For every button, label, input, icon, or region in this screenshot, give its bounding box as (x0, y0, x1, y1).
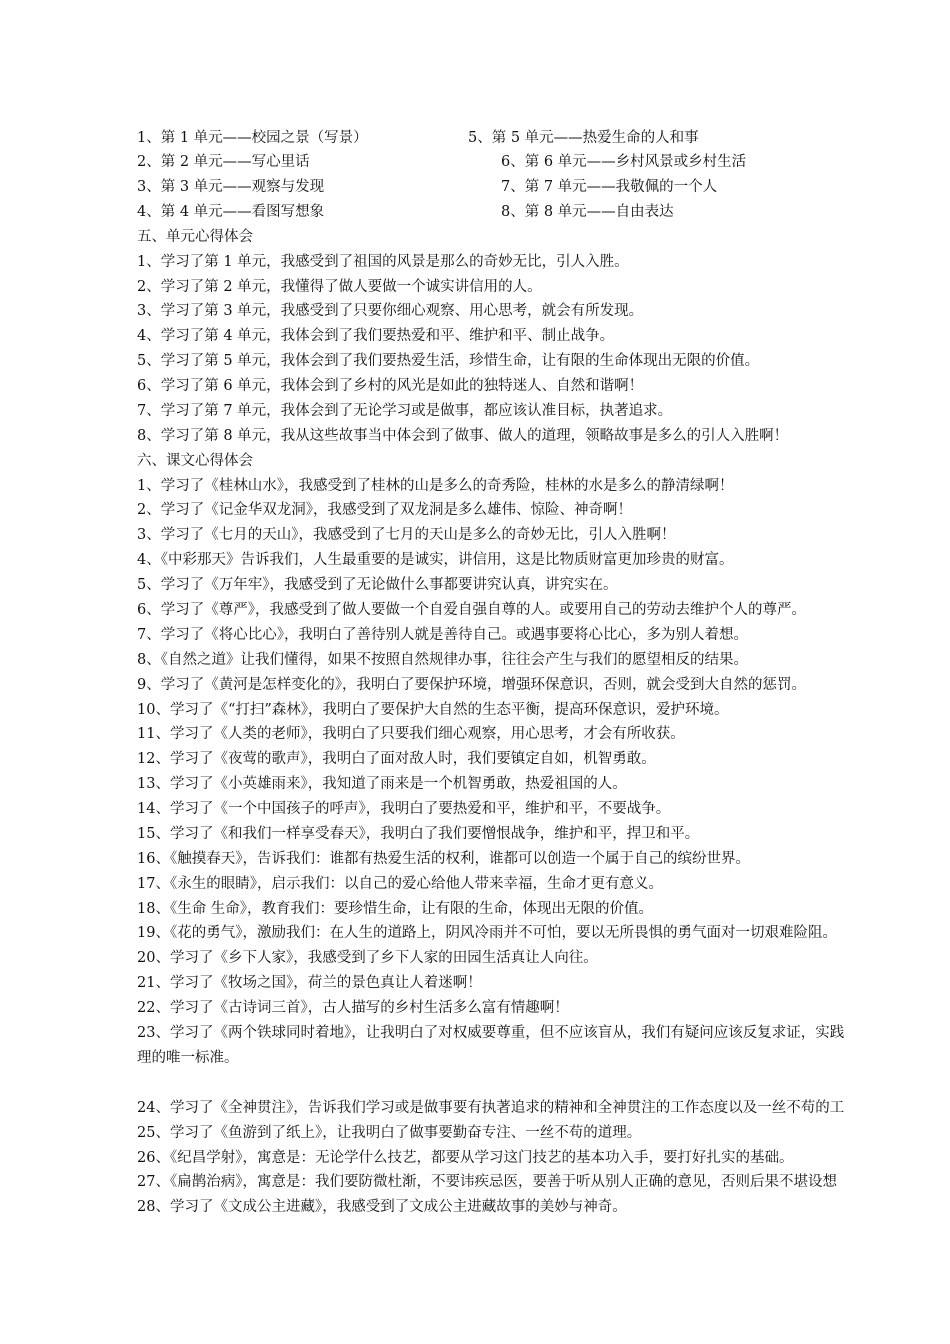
unit-item-8: 8、第 8 单元——自由表达 (501, 204, 674, 220)
lesson-reflection-17: 17、《永生的眼睛》，启示我们：以自己的爱心给他人带来幸福，生命才更有意义。 (137, 876, 663, 892)
lesson-reflection-13: 13、学习了《小英雄雨来》，我知道了雨来是一个机智勇敢，热爱祖国的人。 (137, 776, 627, 792)
unit-reflection-6: 6、学习了第 6 单元，我体会到了乡村的风光是如此的独特迷人、自然和谐啊！ (137, 378, 644, 394)
unit-reflection-4: 4、学习了第 4 单元，我体会到了我们要热爱和平、维护和平、制止战争。 (137, 328, 615, 344)
unit-reflection-1: 1、学习了第 1 单元，我感受到了祖国的风景是那么的奇妙无比，引人入胜。 (137, 254, 629, 270)
lesson-reflection-14: 14、学习了《一个中国孩子的呼声》，我明白了要热爱和平，维护和平，不要战争。 (137, 801, 671, 817)
lesson-reflection-23-cont: 理的唯一标准。 (137, 1050, 239, 1066)
lesson-reflection-10: 10、学习了《“打扫”森林》，我明白了要保护大自然的生态平衡，提高环保意识，爱护环境。 (137, 702, 729, 718)
section-5-heading: 五、单元心得体会 (137, 229, 253, 245)
unit-reflection-7: 7、学习了第 7 单元，我体会到了无论学习或是做事，都应该认准目标，执著追求。 (137, 403, 673, 419)
unit-item-2: 2、第 2 单元——写心里话 (137, 154, 310, 170)
lesson-reflection-22: 22、学习了《古诗词三首》，古人描写的乡村生活多么富有情趣啊！ (137, 1000, 569, 1016)
lesson-reflection-4: 4、《中彩那天》告诉我们，人生最重要的是诚实，讲信用，这是比物质财富更加珍贵的财富。 (137, 552, 734, 568)
lesson-reflection-5: 5、学习了《万年牢》，我感受到了无论做什么事都要讲究认真，讲究实在。 (137, 577, 618, 593)
lesson-reflection-18: 18、《生命 生命》，教育我们：要珍惜生命，让有限的生命，体现出无限的价值。 (137, 901, 654, 917)
lesson-reflection-24: 24、学习了《全神贯注》，告诉我们学习或是做事要有执著追求的精神和全神贯注的工作态度以及一丝不苟的工 (137, 1100, 845, 1116)
unit-item-7: 7、第 7 单元——我敬佩的一个人 (501, 179, 718, 195)
unit-item-1: 1、第 1 单元——校园之景（写景） (137, 130, 368, 146)
unit-reflection-8: 8、学习了第 8 单元，我从这些故事当中体会到了做事、做人的道理，领略故事是多么的引人入胜啊！ (137, 428, 789, 444)
lesson-reflection-27: 27、《扁鹊治病》，寓意是：我们要防微杜渐，不要讳疾忌医，要善于听从别人正确的意见，否则后果不堪设想 (137, 1174, 837, 1190)
lesson-reflection-16: 16、《触摸春天》，告诉我们：谁都有热爱生活的权利，谁都可以创造一个属于自己的缤纷世界。 (137, 851, 750, 867)
unit-item-6: 6、第 6 单元——乡村风景或乡村生活 (501, 154, 747, 170)
lesson-reflection-19: 19、《花的勇气》，激励我们：在人生的道路上，阴风冷雨并不可怕，要以无所畏惧的勇气面对一切艰难险阻。 (137, 925, 837, 941)
lesson-reflection-21: 21、学习了《牧场之国》，荷兰的景色真让人着迷啊！ (137, 975, 482, 991)
lesson-reflection-3: 3、学习了《七月的天山》，我感受到了七月的天山是多么的奇妙无比，引人入胜啊！ (137, 527, 676, 543)
lesson-reflection-20: 20、学习了《乡下人家》，我感受到了乡下人家的田园生活真让人向往。 (137, 950, 598, 966)
lesson-reflection-26: 26、《纪昌学射》，寓意是：无论学什么技艺，都要从学习这门技艺的基本功入手，要打好扎实的基础。 (137, 1150, 794, 1166)
unit-item-4: 4、第 4 单元——看图写想象 (137, 204, 325, 220)
lesson-reflection-8: 8、《自然之道》让我们懂得，如果不按照自然规律办事，往往会产生与我们的愿望相反的结果。 (137, 652, 748, 668)
lesson-reflection-12: 12、学习了《夜莺的歌声》，我明白了面对敌人时，我们要镇定自如，机智勇敢。 (137, 751, 656, 767)
lesson-reflection-7: 7、学习了《将心比心》，我明白了善待别人就是善待自己。或遇事要将心比心，多为别人着想。 (137, 627, 748, 643)
unit-reflection-5: 5、学习了第 5 单元，我体会到了我们要热爱生活，珍惜生命，让有限的生命体现出无限的价值。 (137, 353, 760, 369)
lesson-reflection-6: 6、学习了《尊严》，我感受到了做人要做一个自爱自强自尊的人。或要用自己的劳动去维护个人的尊严。 (137, 602, 806, 618)
unit-reflection-3: 3、学习了第 3 单元，我感受到了只要你细心观察、用心思考，就会有所发现。 (137, 303, 644, 319)
lesson-reflection-1: 1、学习了《桂林山水》，我感受到了桂林的山是多么的奇秀险，桂林的水是多么的静清绿啊！ (137, 478, 734, 494)
unit-item-5: 5、第 5 单元——热爱生命的人和事 (468, 130, 699, 146)
unit-item-3: 3、第 3 单元——观察与发现 (137, 179, 325, 195)
lesson-reflection-28: 28、学习了《文成公主进藏》，我感受到了文成公主进藏故事的美妙与神奇。 (137, 1199, 627, 1215)
unit-reflection-2: 2、学习了第 2 单元，我懂得了做人要做一个诚实讲信用的人。 (137, 279, 542, 295)
lesson-reflection-25: 25、学习了《鱼游到了纸上》，让我明白了做事要勤奋专注、一丝不苟的道理。 (137, 1125, 642, 1141)
section-6-heading: 六、课文心得体会 (137, 453, 253, 469)
lesson-reflection-2: 2、学习了《记金华双龙洞》，我感受到了双龙洞是多么雄伟、惊险、神奇啊！ (137, 502, 632, 518)
lesson-reflection-9: 9、学习了《黄河是怎样变化的》，我明白了要保护环境，增强环保意识，否则，就会受到大自然的惩罚。 (137, 677, 806, 693)
lesson-reflection-15: 15、学习了《和我们一样享受春天》，我明白了我们要憎恨战争，维护和平，捍卫和平。 (137, 826, 700, 842)
lesson-reflection-23: 23、学习了《两个铁球同时着地》，让我明白了对权威要尊重，但不应该盲从，我们有疑问应该反复求证，实践 (137, 1025, 845, 1041)
lesson-reflection-11: 11、学习了《人类的老师》，我明白了只要我们细心观察，用心思考，才会有所收获。 (137, 726, 685, 742)
